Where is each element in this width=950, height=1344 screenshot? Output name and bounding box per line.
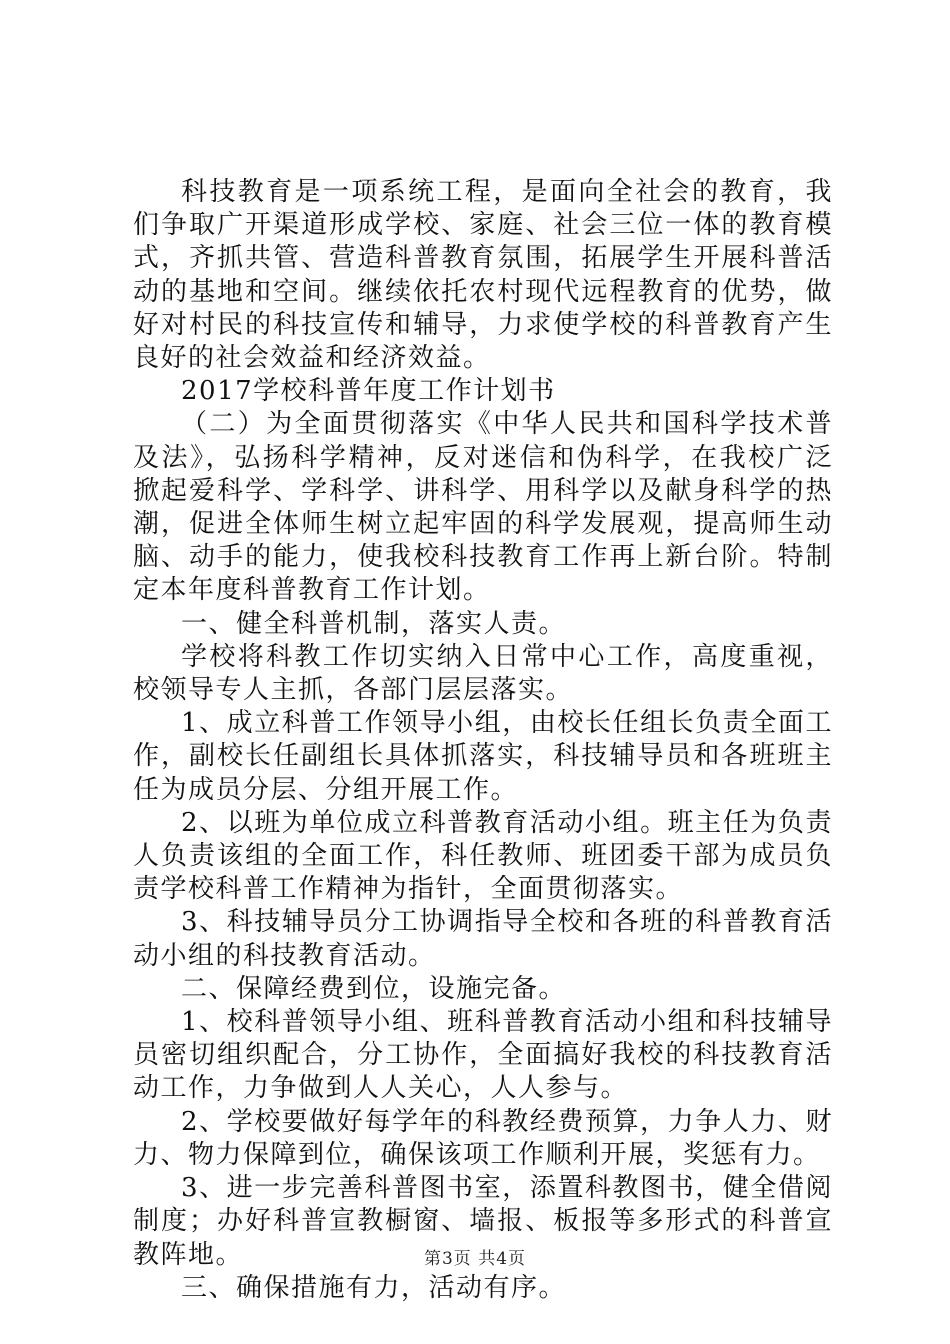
section-heading-2: 二、保障经费到位，设施完备。 — [181, 973, 567, 1004]
paragraph-intro: 科技教育是一项系统工程，是面向全社会的教育，我们争取广开渠道形成学校、家庭、社会三位一体的教育模式，齐抓共管、营造科普教育氛围，拓展学生开展科普活动的基地和空间。继续依托农村现代远程教育的优势，做好对村民的科技宣传和辅导，力求使学校的科普教育产生良好的社会效益和经济效益。 — [133, 177, 833, 374]
paragraph-purpose: （二）为全面贯彻落实《中华人民共和国科学技术普及法》，弘扬科学精神，反对迷信和伪科学，在我校广泛掀起爱科学、学科学、讲科学、用科学以及献身科学的热潮，促进全体师生树立起牢固的科学发展观，提高师生动脑、动手的能力，使我校科技教育工作再上新台阶。特制定本年度科普教育工作计划。 — [133, 409, 833, 606]
document-title: 2017学校科普年度工作计划书 — [181, 376, 556, 407]
paragraph-section-1: 学校将科教工作切实纳入日常中心工作，高度重视，校领导专人主抓，各部门层层落实。 — [133, 641, 833, 706]
section-heading-3: 三、确保措施有力，活动有序。 — [181, 1272, 567, 1303]
list-item-2-1: 1、校科普领导小组、班科普教育活动小组和科技辅导员密切组织配合，分工协作，全面搞好我校的科技教育活动工作，力争做到人人关心，人人参与。 — [133, 1007, 833, 1104]
list-item-1-2: 2、以班为单位成立科普教育活动小组。班主任为负责人负责该组的全面工作，科任教师、班团委干部为成员负责学校科普工作精神为指针，全面贯彻落实。 — [133, 807, 833, 905]
list-item-2-3: 3、进一步完善科普图书室，添置科教图书，健全借阅制度；办好科普宣教橱窗、墙报、板报等多形式的科普宣教阵地。 — [133, 1173, 833, 1270]
document-body — [133, 176, 833, 1305]
section-heading-1: 一、健全科普机制，落实人责。 — [181, 608, 567, 639]
list-item-2-2: 2、学校要做好每学年的科教经费预算，力争人力、财力、物力保障到位，确保该项工作顺利开展，奖惩有力。 — [133, 1106, 833, 1170]
page-footer: 第3页 共4页 — [423, 1249, 527, 1269]
list-item-1-3: 3、科技辅导员分工协调指导全校和各班的科普教育活动小组的科技教育活动。 — [133, 907, 833, 971]
list-item-1-1: 1、成立科普工作领导小组，由校长任组长负责全面工作，副校长任副组长具体抓落实，科技辅导员和各班班主任为成员分层、分组开展工作。 — [133, 708, 833, 805]
